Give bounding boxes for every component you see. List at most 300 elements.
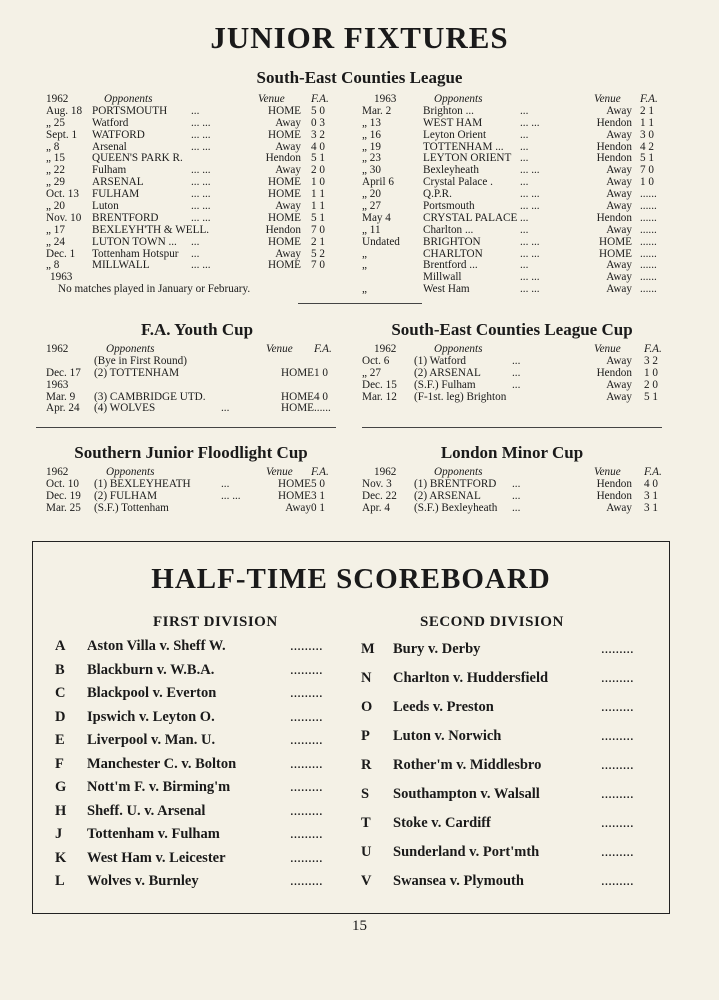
scoreboard-row [55, 638, 355, 656]
score-blank: ......... [290, 849, 323, 866]
fixture-venue: Hendon [596, 116, 632, 129]
match-name: Blackburn v. W.B.A. [87, 661, 215, 678]
board-letter: N [361, 670, 372, 686]
score-blank: ......... [290, 802, 323, 819]
fixture-opponent: Q.P.R. [423, 188, 452, 201]
fixture-venue: HOME [268, 128, 301, 141]
fixture-venue: HOME [599, 235, 632, 248]
fa-header: F.A. [311, 93, 329, 105]
fixture-date: „ 23 [362, 152, 381, 165]
match-name: Nott'm F. v. Birming'm [87, 779, 231, 795]
fixture-leader-dots: ... ... [191, 200, 211, 213]
fixture-row [46, 403, 346, 415]
fixture-leader-dots: ... [520, 176, 529, 189]
fixture-date: Nov. 10 [46, 211, 82, 224]
fixture-opponent: WEST HAM [423, 116, 483, 129]
fixture-venue: Away [606, 354, 632, 367]
match-name: Rother'm v. Middlesbro [393, 757, 542, 773]
fixture-date: Dec. 19 [46, 489, 81, 502]
fixture-score: 2 1 [640, 104, 654, 117]
fixture-date: „ 15 [46, 152, 65, 165]
fixture-venue: Away [606, 501, 632, 514]
fixture-leader-dots: ... ... [191, 140, 211, 153]
secl-title: South-East Counties League [256, 68, 463, 87]
fixture-venue: HOME [281, 390, 314, 403]
fixture-opponent: TOTTENHAM ... [423, 140, 504, 153]
scoreboard-row [361, 728, 661, 746]
fixture-leader-dots: ... ... [191, 176, 211, 189]
fixture-venue: Away [606, 188, 632, 201]
fixture-leader-dots: ... [520, 140, 529, 153]
opponents-header: Opponents [104, 93, 153, 105]
fixture-opponent: (1) BRENTFORD [414, 477, 497, 490]
fixture-opponent: West Ham [423, 283, 470, 296]
fixture-leader-dots: ... [512, 378, 521, 391]
fixture-opponent: (Bye in First Round) [94, 354, 187, 367]
fixture-row [46, 130, 336, 142]
fixture-opponent: Crystal Palace . [423, 176, 493, 189]
fixture-opponent: PORTSMOUTH [92, 104, 168, 117]
fixture-date: Apr. 4 [362, 501, 390, 514]
fixture-row [362, 237, 662, 249]
fixture-opponent: (S.F.) Tottenham [94, 501, 169, 514]
scoreboard-row [55, 732, 355, 750]
fixture-row [362, 213, 662, 225]
fixture-venue: HOME [278, 477, 311, 490]
match-name: Sheff. U. v. Arsenal [87, 802, 206, 819]
score-blank: ......... [290, 638, 323, 654]
score-blank: ......... [290, 661, 323, 678]
score-blank: ......... [290, 755, 323, 772]
board-letter: K [55, 849, 67, 866]
fixture-row [46, 491, 336, 503]
fixture-score: 4 0 [311, 140, 325, 153]
scoreboard-row [361, 699, 661, 717]
fixture-row [362, 380, 662, 392]
fixture-venue: Hendon [265, 223, 301, 236]
board-letter: C [55, 685, 66, 701]
fixture-score: ...... [640, 271, 657, 284]
fixture-date: Dec. 17 [46, 366, 81, 379]
fixture-score: ...... [640, 283, 657, 296]
score-blank: ......... [601, 728, 634, 744]
board-letter: L [55, 873, 65, 889]
fixture-opponent: (2) TOTTENHAM [94, 366, 180, 379]
score-blank: ......... [290, 708, 323, 725]
fixture-opponent: (2) FULHAM [94, 489, 158, 502]
scoreboard-row [361, 670, 661, 688]
fixture-date: Sept. 1 [46, 128, 78, 141]
opponents-header: Opponents [434, 343, 483, 355]
fixture-venue: HOME [281, 366, 314, 379]
board-letter: B [55, 661, 65, 678]
board-letter: D [55, 708, 66, 725]
fixture-venue: Away [285, 501, 311, 514]
fa-header: F.A. [644, 466, 662, 478]
fixture-leader-dots: ... [520, 211, 529, 224]
scoreboard-row [361, 641, 661, 659]
fixture-date: Mar. 25 [46, 501, 81, 514]
fixture-leader-dots: ... ... [191, 259, 211, 272]
fixture-score: 4 2 [640, 140, 654, 153]
score-blank: ......... [290, 873, 323, 889]
fixture-opponent: Portsmouth [423, 200, 475, 213]
fixture-leader-dots: ... ... [191, 116, 211, 129]
fixture-leader-dots: ... ... [520, 247, 540, 260]
fixture-date: Apr. 24 [46, 402, 80, 415]
scoreboard-row [361, 844, 661, 862]
match-name: Bury v. Derby [393, 641, 481, 657]
board-letter: E [55, 732, 65, 748]
board-letter: O [361, 699, 373, 715]
fixture-score: 4 0 [644, 477, 658, 490]
fixture-opponent: QUEEN'S PARK R. [92, 152, 183, 165]
board-letter: T [361, 815, 371, 831]
fixture-venue: Away [275, 140, 301, 153]
fixture-score: 3 1 [311, 489, 325, 502]
fixture-venue: HOME [281, 402, 314, 415]
fixture-opponent: ARSENAL [92, 176, 144, 189]
fixture-score: 4 0 [314, 390, 328, 403]
fixture-row [362, 106, 662, 118]
fixture-opponent: WATFORD [92, 128, 145, 141]
fixture-opponent: Bexleyheath [423, 164, 479, 177]
fixture-score: 7 0 [640, 164, 654, 177]
fixture-row [46, 503, 336, 515]
fixture-opponent: BEXLEYH'TH & WELL. [92, 223, 210, 236]
divider [36, 427, 336, 428]
fixture-venue: Away [275, 247, 301, 260]
fixture-opponent: BRENTFORD [92, 211, 159, 224]
second-division-heading: SECOND DIVISION [420, 614, 564, 630]
opponents-header: Opponents [434, 93, 483, 105]
fixture-score: 3 1 [644, 489, 658, 502]
fixture-leader-dots: ... ... [520, 235, 540, 248]
fixture-row [46, 106, 336, 118]
fixture-score: ...... [640, 223, 657, 236]
board-letter: P [361, 728, 370, 744]
fixture-venue: Hendon [596, 140, 632, 153]
fixture-opponent: Brentford ... [423, 259, 478, 272]
fixture-row [46, 225, 336, 237]
score-blank: ......... [601, 873, 634, 889]
fixture-opponent: Arsenal [92, 140, 127, 153]
fixture-date: „ [362, 283, 367, 296]
page-number: 15 [352, 918, 367, 934]
fixture-date: Dec. 1 [46, 247, 76, 260]
fixture-date: „ 25 [46, 116, 65, 129]
fixture-row [362, 368, 662, 380]
fixture-venue: HOME [268, 104, 301, 117]
fixture-leader-dots: ... ... [520, 271, 540, 284]
fixture-leader-dots: ... ... [520, 188, 540, 201]
fixture-opponent: CHARLTON [423, 247, 483, 260]
fixture-venue: Hendon [596, 477, 632, 490]
page-title: JUNIOR FIXTURES [210, 20, 509, 55]
match-name: Luton v. Norwich [393, 728, 502, 744]
fixture-leader-dots: ... [512, 489, 521, 502]
fixture-date: „ 11 [362, 223, 381, 236]
match-name: West Ham v. Leicester [87, 849, 226, 866]
fixture-row [46, 380, 346, 392]
board-letter: S [361, 786, 370, 802]
match-name: Ipswich v. Leyton O. [87, 708, 215, 725]
match-name: Wolves v. Burnley [87, 873, 199, 889]
year-label: 1962 [46, 466, 69, 478]
fixture-date: Mar. 2 [362, 104, 392, 117]
fixture-date: May 4 [362, 211, 391, 224]
fixture-score: 1 1 [640, 116, 654, 129]
fixture-row [46, 237, 336, 249]
match-name: Aston Villa v. Sheff W. [87, 638, 226, 654]
no-matches-note: No matches played in January or February. [58, 283, 251, 296]
venue-header: Venue [266, 343, 293, 355]
board-letter: H [55, 802, 67, 819]
divider [298, 303, 422, 304]
fixture-score: 0 1 [311, 501, 325, 514]
fixture-row [362, 491, 662, 503]
fixture-date: 1963 [46, 378, 69, 391]
year-label: 1962 [46, 93, 69, 105]
fixture-score: 3 1 [644, 501, 658, 514]
fixture-date: „ 8 [46, 259, 60, 272]
year-label: 1963 [50, 271, 73, 284]
fixture-venue: Hendon [596, 489, 632, 502]
fixture-leader-dots: ... ... [520, 164, 540, 177]
fixture-date: Aug. 18 [46, 104, 83, 117]
opponents-header: Opponents [106, 466, 155, 478]
fixture-date: Mar. 9 [46, 390, 76, 403]
fixture-score: 1 0 [311, 176, 325, 189]
year-label: 1962 [374, 466, 397, 478]
fixture-score: ...... [640, 247, 657, 260]
opponents-header: Opponents [106, 343, 155, 355]
fixture-score: ...... [314, 402, 331, 415]
opponents-header: Opponents [434, 466, 483, 478]
fixture-score: 5 1 [311, 152, 325, 165]
match-name: Liverpool v. Man. U. [87, 732, 216, 748]
fixture-score: 1 0 [644, 366, 658, 379]
fixture-opponent: (S.F.) Fulham [414, 378, 476, 391]
fa-youth-title: F.A. Youth Cup [140, 320, 254, 339]
score-blank: ......... [290, 779, 323, 795]
fixture-score: 2 0 [644, 378, 658, 391]
fixture-opponent: (2) ARSENAL [414, 366, 481, 379]
fixture-venue: Hendon [596, 211, 632, 224]
fixture-row [362, 392, 662, 404]
fixture-opponent: Luton [92, 200, 119, 213]
fixture-opponent: Leyton Orient [423, 128, 487, 141]
fixture-leader-dots: ... ... [520, 116, 540, 129]
fixture-date: „ 17 [46, 223, 65, 236]
score-blank: ......... [290, 826, 323, 842]
fixture-leader-dots: ... [512, 366, 521, 379]
board-letter: R [361, 757, 372, 773]
fixture-date: April 6 [362, 176, 395, 189]
table-header [46, 344, 346, 356]
fixture-date: Dec. 15 [362, 378, 397, 391]
fixture-date: „ 20 [362, 188, 381, 201]
fa-header: F.A. [311, 466, 329, 478]
fixture-venue: Away [606, 176, 632, 189]
fixture-venue: HOME [268, 235, 301, 248]
fixture-leader-dots: ... [520, 223, 529, 236]
match-name: Blackpool v. Everton [87, 685, 217, 701]
secl-cup-table [362, 344, 662, 403]
fixture-leader-dots: ... [191, 247, 200, 260]
score-blank: ......... [601, 757, 634, 773]
venue-header: Venue [266, 466, 293, 478]
london-minor-table [362, 467, 662, 515]
scoreboard-row [361, 815, 661, 833]
fixture-opponent: (F-1st. leg) Brighton [414, 390, 507, 403]
fixture-score: ...... [640, 188, 657, 201]
scoreboard-row [361, 757, 661, 775]
board-letter: J [55, 826, 63, 842]
score-blank: ......... [601, 641, 634, 657]
fixture-leader-dots: ... [221, 477, 230, 490]
fixture-venue: Away [606, 378, 632, 391]
secl-cup-title: South-East Counties League Cup [391, 320, 633, 339]
scoreboard-row [55, 803, 355, 821]
fixture-opponent: (1) Watford [414, 354, 467, 367]
fixture-venue: HOME [268, 211, 301, 224]
fixture-venue: HOME [278, 489, 311, 502]
floodlight-table [46, 467, 336, 515]
fixture-venue: Away [606, 283, 632, 296]
fixture-row [362, 130, 662, 142]
fixture-leader-dots: ... ... [520, 200, 540, 213]
scoreboard-row [361, 873, 661, 891]
fixture-venue: HOME [268, 259, 301, 272]
fixture-opponent: (1) BEXLEYHEATH [94, 477, 191, 490]
fixture-venue: Away [606, 390, 632, 403]
fixture-opponent: Brighton ... [423, 104, 474, 117]
secl-left-column [46, 94, 336, 296]
fixture-score: 2 1 [311, 235, 325, 248]
fixture-date: Nov. 3 [362, 477, 392, 490]
fa-header: F.A. [644, 343, 662, 355]
fixture-row [46, 118, 336, 130]
fixture-score: 1 1 [311, 188, 325, 201]
fixture-leader-dots: ... [191, 104, 200, 117]
match-name: Sunderland v. Port'mth [393, 844, 540, 860]
score-blank: ......... [601, 699, 634, 715]
fixture-venue: HOME [268, 176, 301, 189]
fixture-row [46, 479, 336, 491]
scoreboard-title: HALF-TIME SCOREBOARD [151, 563, 551, 595]
fixture-row [46, 260, 336, 272]
fixture-leader-dots: ... ... [191, 188, 211, 201]
fixture-date: Dec. 22 [362, 489, 397, 502]
scoreboard-row [55, 779, 355, 797]
fixture-venue: Away [606, 223, 632, 236]
board-letter: V [361, 873, 372, 889]
fixture-opponent: FULHAM [92, 188, 140, 201]
fixture-score: 3 2 [644, 354, 658, 367]
fixture-leader-dots: ... [512, 477, 521, 490]
fixture-opponent: CRYSTAL PALACE [423, 211, 518, 224]
score-blank: ......... [290, 732, 323, 748]
fixture-leader-dots: ... [520, 259, 529, 272]
fixture-score: 5 1 [644, 390, 658, 403]
fixture-score: 7 0 [311, 223, 325, 236]
match-name: Manchester C. v. Bolton [87, 755, 237, 772]
scoreboard-row [55, 873, 355, 891]
fixture-score: 5 2 [311, 247, 325, 260]
fixture-opponent: (S.F.) Bexleyheath [414, 501, 498, 514]
fixture-opponent: Tottenham Hotspur [92, 247, 179, 260]
fixture-venue: Away [606, 200, 632, 213]
fixture-date: Oct. 13 [46, 188, 79, 201]
score-blank: ......... [601, 844, 634, 860]
fixture-opponent: (2) ARSENAL [414, 489, 481, 502]
fixture-date: „ [362, 259, 367, 272]
fa-header: F.A. [640, 93, 658, 105]
fixture-score: 3 2 [311, 128, 325, 141]
fixture-leader-dots: ... [520, 128, 529, 141]
score-blank: ......... [290, 685, 323, 701]
venue-header: Venue [258, 93, 285, 105]
fixture-row [362, 284, 662, 296]
half-time-scoreboard [32, 541, 670, 914]
fixture-leader-dots: ... [520, 152, 529, 165]
scoreboard-row [55, 756, 355, 774]
fixture-opponent: MILLWALL [92, 259, 150, 272]
divider [362, 427, 662, 428]
fixture-row [362, 503, 662, 515]
board-letter: G [55, 779, 67, 795]
fixture-date: „ 19 [362, 140, 381, 153]
fixture-venue: Hendon [596, 366, 632, 379]
match-name: Swansea v. Plymouth [393, 873, 524, 889]
fixture-leader-dots: ... [520, 104, 529, 117]
fixture-opponent: (3) CAMBRIDGE UTD. [94, 390, 206, 403]
score-blank: ......... [601, 786, 634, 802]
match-name: Charlton v. Huddersfield [393, 670, 549, 686]
year-label: 1963 [374, 93, 397, 105]
fixture-leader-dots: ... [191, 235, 200, 248]
board-letter: M [361, 641, 375, 657]
fixture-venue: Away [606, 164, 632, 177]
fixture-venue: Hendon [596, 152, 632, 165]
venue-header: Venue [594, 466, 621, 478]
floodlight-title: Southern Junior Floodlight Cup [74, 443, 308, 462]
fixture-opponent: BRIGHTON [423, 235, 481, 248]
score-blank: ......... [601, 815, 634, 831]
fixture-leader-dots: ... [221, 402, 230, 415]
fixture-score: 0 3 [311, 116, 325, 129]
venue-header: Venue [594, 93, 621, 105]
fixture-score: 5 0 [311, 477, 325, 490]
fixture-date: „ 8 [46, 140, 60, 153]
fixture-date: „ 13 [362, 116, 381, 129]
scoreboard-row [361, 786, 661, 804]
fixture-row [362, 356, 662, 368]
fixture-date: Undated [362, 235, 400, 248]
fixture-score: 5 0 [311, 104, 325, 117]
secl-right-column [362, 94, 662, 296]
fixture-score: ...... [640, 235, 657, 248]
venue-header: Venue [594, 343, 621, 355]
match-name: Stoke v. Cardiff [393, 815, 491, 831]
fixture-opponent: Fulham [92, 164, 127, 177]
fixture-venue: Away [606, 271, 632, 284]
fixture-opponent: LUTON TOWN ... [92, 235, 177, 248]
fixture-opponent: (4) WOLVES [94, 402, 156, 415]
fixture-date: „ 20 [46, 200, 65, 213]
fixture-venue: HOME [599, 247, 632, 260]
